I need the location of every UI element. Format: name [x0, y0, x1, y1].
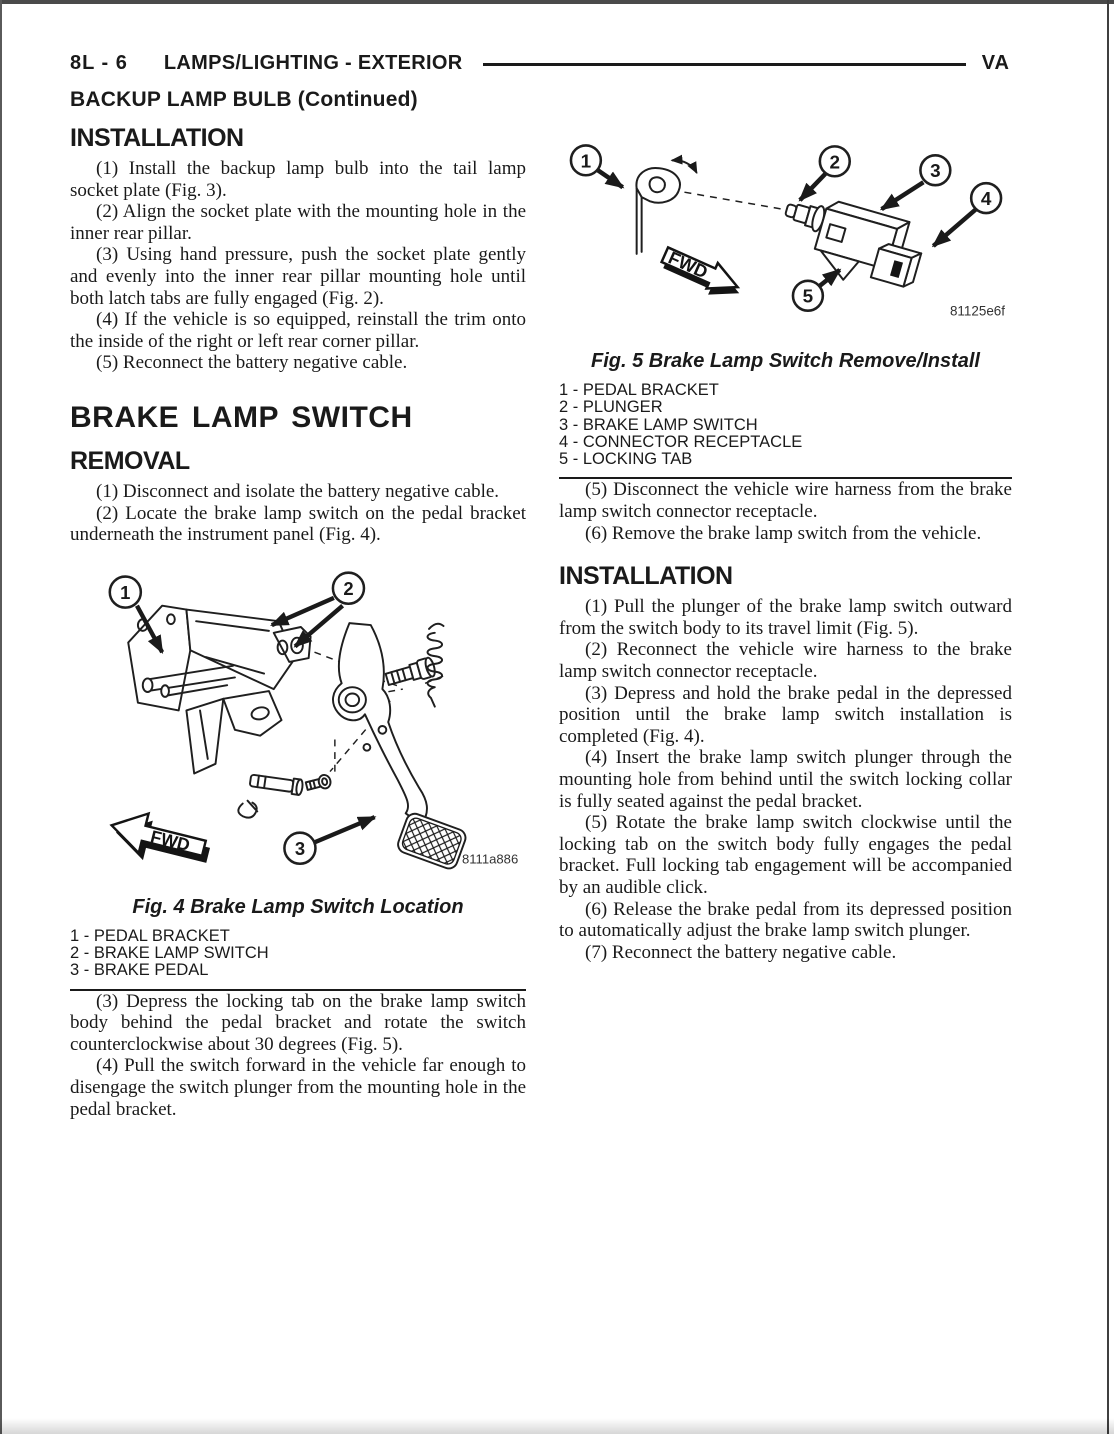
- legend-item: 1 - PEDAL BRACKET: [559, 381, 719, 399]
- installation-step: (3) Using hand pressure, push the socket plate gently and evenly into the inner rear pillar mounting hole until both latch tabs are fully engaged (Fig. 2).: [70, 244, 526, 309]
- installation-step: (5) Rotate the brake lamp switch clockwise until the locking tab on the switch body fully engages the pedal bracket. Full locking tab engagement will be accompanied by an audible click.: [559, 812, 1012, 898]
- header-rule: [483, 63, 966, 66]
- legend-item: 2 - BRAKE LAMP SWITCH: [70, 944, 269, 963]
- model-code: VA: [981, 52, 1010, 74]
- installation-step: (4) Insert the brake lamp switch plunger through the mounting hole from behind until the switch locking collar is fully seated against the pedal bracket.: [559, 747, 1012, 812]
- svg-text:3: 3: [294, 837, 306, 859]
- screw-drawing: [305, 773, 332, 792]
- figure5-caption: Fig. 5 Brake Lamp Switch Remove/Install: [590, 350, 980, 372]
- installation-step: (1) Pull the plunger of the brake lamp switch outward from the switch body to its travel limit (Fig. 5).: [559, 596, 1012, 639]
- svg-text:FWD: FWD: [148, 825, 192, 855]
- svg-text:1: 1: [120, 581, 131, 603]
- leader-line: [684, 192, 788, 210]
- page-edge-left: [0, 0, 2, 1434]
- installation-heading-right: INSTALLATION: [559, 562, 733, 591]
- clip-drawing: [238, 800, 257, 817]
- callout-1-marker: [571, 145, 623, 187]
- installation-step: (2) Align the socket plate with the mounting hole in the inner rear pillar.: [70, 201, 526, 244]
- installation-step: (2) Reconnect the vehicle wire harness to the brake lamp switch connector receptacle.: [559, 639, 1012, 683]
- page-number: 8L - 6: [70, 52, 128, 74]
- page-edge-bottom: [0, 1418, 1114, 1434]
- switch-assembly-drawing: [772, 189, 928, 299]
- fwd-arrow-icon: [657, 242, 747, 306]
- figure4-legend: [70, 928, 526, 980]
- installation-step: (7) Reconnect the battery negative cable.: [585, 941, 897, 963]
- removal-step: (6) Remove the brake lamp switch from the vehicle.: [585, 522, 982, 544]
- callout-3-marker: [284, 817, 374, 864]
- connector-receptacle-drawing: [871, 242, 921, 289]
- installation-heading-left: INSTALLATION: [70, 124, 244, 152]
- legend-item: 2 - PLUNGER: [559, 398, 663, 417]
- installation-step: (4) If the vehicle is so equipped, reinstall the trim onto the inside of the right or left rear corner pillar.: [70, 309, 526, 352]
- legend-item: 3 - BRAKE LAMP SWITCH: [559, 415, 758, 434]
- bolt-drawing: [385, 656, 437, 688]
- figure5-legend: [559, 382, 1012, 468]
- removal-heading: REMOVAL: [70, 446, 190, 475]
- svg-text:4: 4: [980, 189, 992, 211]
- removal-step: (5) Disconnect the vehicle wire harness from the brake lamp switch connector receptacle.: [559, 479, 1012, 523]
- image-code: 81125e6f: [949, 303, 1006, 319]
- removal-step: (3) Depress the locking tab on the brake lamp switch body behind the pedal bracket and rotate the switch counterclockwise about 30 degrees (Fig. 5).: [70, 990, 526, 1055]
- pedal-bracket-drawing: [128, 605, 310, 773]
- page-header: [70, 52, 1010, 75]
- figure4-caption: Fig. 4 Brake Lamp Switch Location: [132, 895, 464, 918]
- figure4: [70, 560, 526, 991]
- installation-step: (1) Install the backup lamp bulb into the tail lamp socket plate (Fig. 3).: [70, 158, 526, 201]
- removal-step: (4) Pull the switch forward in the vehicle far enough to disengage the switch plunger from the mounting hole in the pedal bracket.: [70, 1055, 526, 1120]
- installation-step: (5) Reconnect the battery negative cable.: [96, 352, 408, 374]
- pin-drawing: [249, 772, 303, 795]
- legend-item: 1 - PEDAL BRACKET: [70, 926, 230, 945]
- figure5: [559, 126, 1012, 479]
- svg-text:2: 2: [829, 152, 841, 174]
- figure5-diagram: [559, 126, 1012, 344]
- removal-step: (2) Locate the brake lamp switch on the pedal bracket underneath the instrument panel (Fig. 4).: [70, 502, 526, 546]
- legend-item: 3 - BRAKE PEDAL: [70, 961, 209, 980]
- installation-step: (3) Depress and hold the brake pedal in the depressed position until the brake lamp switch installation is completed (Fig. 4).: [559, 682, 1012, 747]
- figure4-diagram: [70, 560, 526, 890]
- fwd-arrow-icon: [105, 805, 214, 875]
- pedal-bracket-drawing: [636, 160, 696, 254]
- callout-5-marker: [793, 270, 840, 311]
- svg-text:5: 5: [802, 286, 814, 308]
- spring-drawing: [428, 623, 444, 706]
- section-title: LAMPS/LIGHTING - EXTERIOR: [163, 52, 463, 74]
- svg-text:3: 3: [930, 161, 941, 183]
- image-code: 8111a886: [461, 851, 519, 867]
- removal-step: (1) Disconnect and isolate the battery negative cable.: [96, 480, 500, 502]
- continued-heading: BACKUP LAMP BULB (Continued): [70, 88, 418, 111]
- page-edge-top: [0, 0, 1114, 4]
- svg-text:2: 2: [343, 577, 354, 599]
- page-edge-right: [1107, 0, 1109, 1434]
- callout-3-marker: [882, 155, 951, 209]
- right-column: [559, 126, 1012, 963]
- brake-lamp-switch-heading: BRAKE LAMP SWITCH: [70, 400, 413, 434]
- callout-2-marker: [800, 146, 850, 200]
- left-column: [70, 88, 526, 1120]
- svg-text:1: 1: [580, 151, 592, 173]
- legend-item: 4 - CONNECTOR RECEPTACLE: [559, 432, 803, 451]
- installation-step: (6) Release the brake pedal from its depressed position to automatically adjust the brake lamp switch plunger.: [559, 898, 1012, 942]
- callout-4-marker: [933, 183, 1001, 246]
- brake-pedal-drawing: [333, 623, 468, 871]
- legend-item: 5 - LOCKING TAB: [559, 450, 693, 469]
- svg-text:FWD: FWD: [665, 247, 711, 283]
